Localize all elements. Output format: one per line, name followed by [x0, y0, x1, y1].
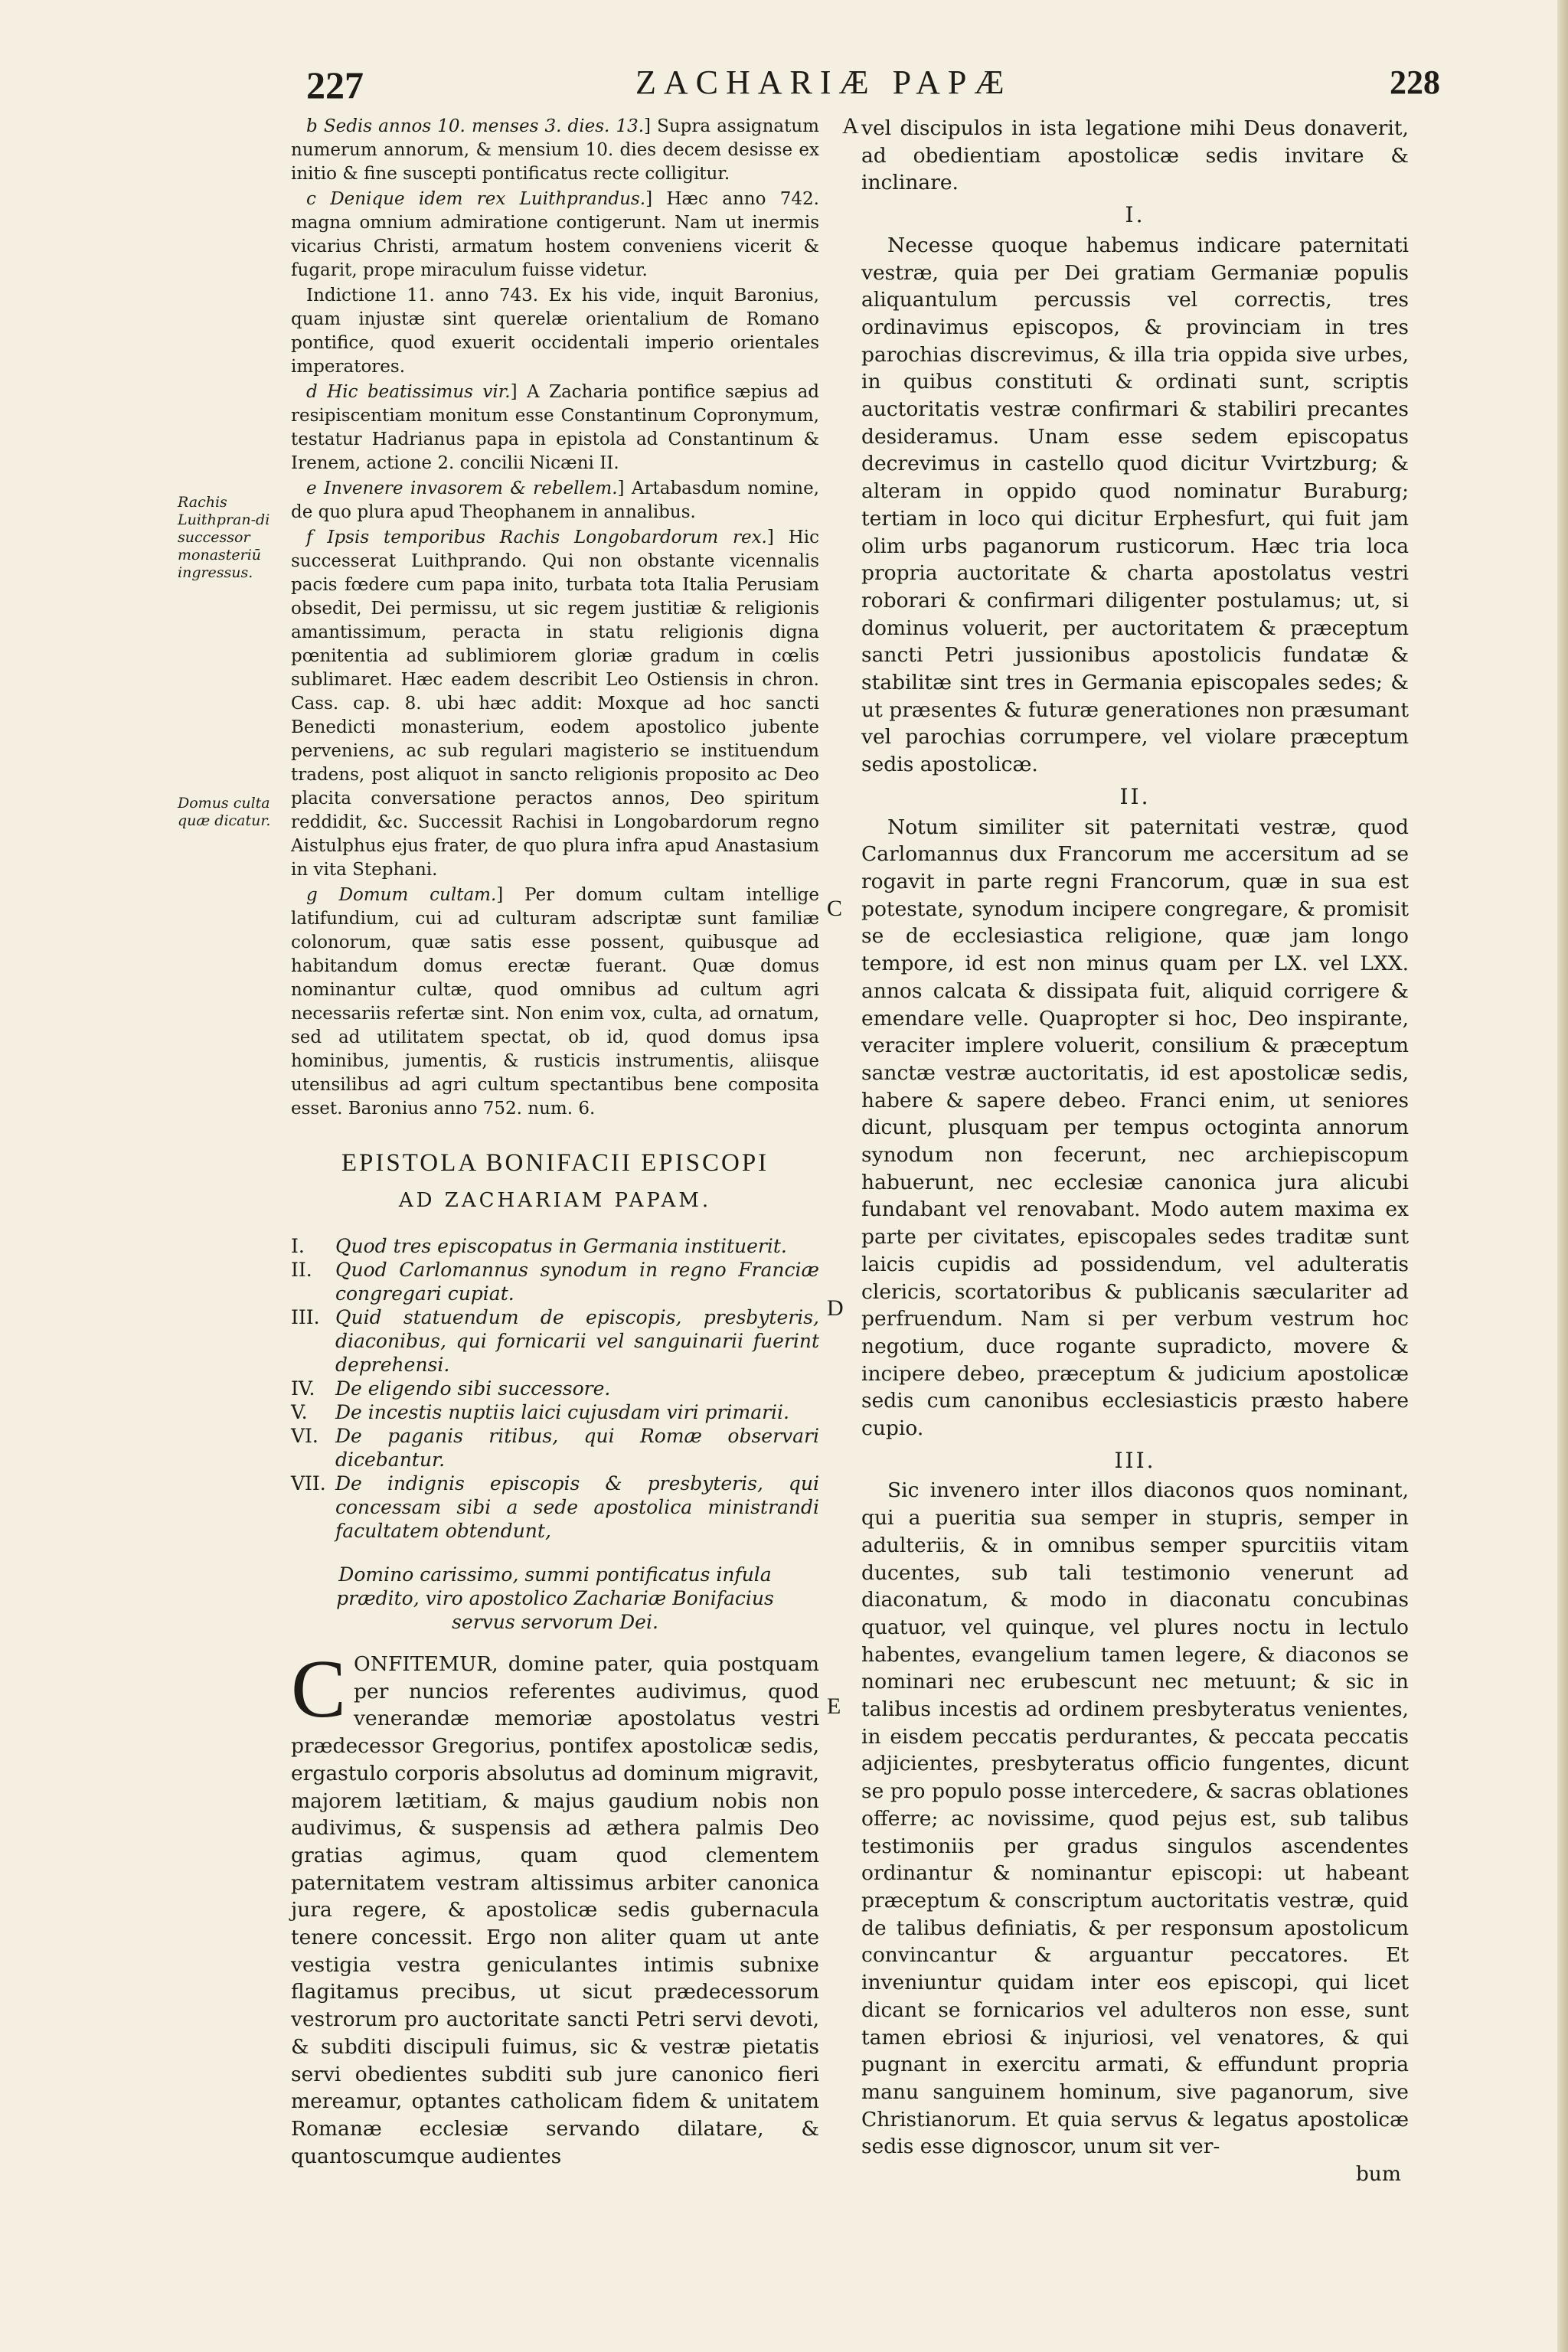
epistle-title: EPISTOLA BONIFACII EPISCOPI [341, 1149, 769, 1177]
note-lemma: f Ipsis temporibus Rachis Longobardorum rex. [306, 528, 767, 547]
catchword: bum [1355, 2162, 1401, 2187]
note-text: ] Per domum cultam intellige latifundium, cui ad culturam adscriptæ sunt familiæ colonorum, quæ satis esse possent, quibusque ad habitandum domus erectæ fuerant. Quæ domus nominantur cultæ, quod omnibus ad cultum agri necessariis refertæ sint. Non enim vox, culta, ad ornatum, sed ad utilitatem spectat, ob id, quod domus ipsa hominibus, jumentis, & rusticis instrumentis, aliisque utensilibus ad agri cultum spectantibus bene composita esset. Baronius anno 752. num. 6. [291, 885, 819, 1119]
contents-number: III. [291, 1306, 320, 1328]
margin-note-domus-culta: Domus culta quæ dicatur. [178, 795, 271, 829]
note-f [291, 526, 819, 882]
note-lemma: g Domum cultam. [306, 885, 497, 905]
contents-item [291, 1305, 819, 1377]
contents-text: De incestis nuptiis laici cujusdam viri primarii. [335, 1401, 789, 1423]
section-letter-d: D [827, 1295, 844, 1321]
contents-number: I. [291, 1235, 305, 1257]
contents-item [291, 1234, 819, 1258]
note-lemma: b Sedis annos 10. menses 3. dies. 13. [306, 116, 645, 136]
note-text: ] Hic successerat Luithprando. Qui non obstante vicennalis pacis fœdere cum papa inito, turbata tota Italia Perusiam obsedit, Dei permissu, ut sic regem justitiæ & religionis amantissimum, peracta in statu religionis digna pœnitentia ad sublimiorem gloriæ gradum in cœlis sublimaret. Hæc eadem describit Leo Ostiensis in chron. Cass. cap. 8. ubi hæc addit: Moxque ad hoc sancti Benedicti monasterium, eodem apostolico jubente perveniens, ac sub regulari magisterio se instituendum tradens, post aliquot in sancto religionis proposito ac Deo placita conversatione peractos annos, Deo spiritum reddidit, &c. Successit Rachisi in Longobardorum regno Aistulphus ejus frater, de quo plura infra apud Anastasium in vita Stephani. [291, 528, 819, 880]
note-b [291, 115, 819, 186]
contents-text: Quod tres episcopatus in Germania instituerit. [335, 1235, 787, 1257]
page-number-right: 228 [1390, 64, 1440, 101]
section-letter-c: C [827, 896, 843, 921]
running-title: ZACHARIÆ PAPÆ [635, 64, 1012, 101]
epistle-subtitle: AD ZACHARIAM PAPAM. [398, 1189, 712, 1212]
contents-text: De paganis ritibus, qui Romæ observari dicebantur. [335, 1425, 819, 1471]
note-lemma: e Invenere invasorem & rebellem. [306, 479, 618, 498]
section-text: Notum similiter sit paternitati vestræ, quod Carlomannus dux Francorum me accersitum ad se rogavit in parte regni Francorum, quæ in sua est potestate, synodum incipere congregare, & promisit se de ecclesiastica religione, quæ jam longo tempore, id est non minus quam per LX. vel LXX. annos calcata & dissipata fuit, aliquid corrigere & emendare velle. Quapropter si hoc, Deo inspirante, veraciter implere voluerit, consilium & præceptum sanctæ vestræ auctoritatis, id est apostolicæ sedis, habere & sapere debeo. Franci enim, ut seniores dicunt, plusquam per tempus octoginta annorum synodum non fecerunt, nec archiepiscopum habuerunt, nec ecclesiæ canonica jura alicubi fundabant vel renovabant. Modo autem maxima ex parte per civitates, episcopales sedes traditæ sunt laicis cupidis ad possidendum, vel adulteratis clericis, scortatoribus & publicanis sæculariter ad perfruendum. Nam si per verbum vestrum hoc negotium, duce rogante supradicto, movere & incipere debeo, præceptum & judicium apostolicæ sedis cum canonibus ecclesiasticis præsto habere cupio. [861, 815, 1409, 1441]
contents-number: VII. [291, 1472, 326, 1494]
contents-number: II. [291, 1259, 312, 1281]
contents-item [291, 1472, 819, 1543]
contents-number: V. [291, 1401, 308, 1423]
note-d [291, 381, 819, 475]
margin-note-rachis: Rachis Luithpran-di successor monasteriū ingressus. [178, 494, 270, 581]
notes-block [291, 115, 819, 1121]
page-number-left: 227 [306, 64, 364, 106]
contents-text: Quid statuendum de episcopis, presbyteris, diaconibus, qui fornicarii vel sanguinarii fuerint deprehensi. [335, 1306, 819, 1376]
contents-text: De eligendo sibi successore. [335, 1377, 611, 1400]
note-g [291, 884, 819, 1121]
note-text: ] Supra assignatum numerum annorum, & mensium 10. dies decem desisse ex initio & fine suscepti pontificatus recte colligitur. [291, 116, 819, 184]
section-heading: I. [1125, 202, 1145, 228]
note-text: ] Artabasdum nomine, de quo plura apud Theophanem in annalibus. [291, 479, 819, 522]
contents-item [291, 1424, 819, 1472]
note-text: ] A Zacharia pontifice sæpius ad resipiscentiam monitum esse Constantinum Copronymum, testatur Hadrianus papa in epistola ad Constantinum & Irenem, actione 2. concilii Nicæni II. [291, 382, 819, 473]
section-text: Necesse quoque habemus indicare paternitati vestræ, quia per Dei gratiam Germaniæ populis aliquantulum percussis vel correctis, tres ordinavimus episcopos, & provinciam in tres parochias discrevimus, & illa tria oppida sive urbes, in quibus constituti & ordinati sunt, scriptis auctoritatis vestræ confirmari & stabiliri precantes desideramus. Unam esse sedem episcopatus decrevimus in castello quod dicitur Vvirtzburg; & alteram in oppido quod nominatur Buraburg; tertiam in loco qui dicitur Erphesfurt, qui fuit jam olim urbs paganorum rusticorum. Hæc tria loca propria auctoritate & charta apostolatus vestri roborari & confirmari diligenter postulamus; ut, si dominus voluerit, per auctoritatem & præceptum sancti Petri jussionibus apostolicis fundatæ & stabilitæ sint tres in Germania episcopales sedes; & ut præsentes & futuræ generationes non præsumant vel parochias corrumpere, vel violare præceptum sedis apostolicæ. [861, 233, 1409, 777]
contents-item [291, 1400, 819, 1424]
section-letter-a: A [842, 113, 859, 139]
opening-text: ONFITEMUR, domine pater, quia postquam per nuncios referentes audivimus, quod venerandæ memoriæ apostolatus vestri prædecessor Gregorius, pontifex apostolicæ sedis, ergastulo corporis absolutus ad dominum migravit, majorem lætitiam, & majus gaudium nobis non audivimus, & suspensis ad æthera palmis Deo gratias agimus, quam quod clementem paternitatem vestram altissimus arbiter canonica jura regere, & apostolicæ sedis gubernacula tenere concessit. Ergo non aliter quam ut ante vestigia vestra geniculantes intimis subnixe flagitamus precibus, ut sicut prædecessorum vestrorum pro auctoritate sancti Petri servi devoti, & subditi discipuli fuimus, sic & vestræ pietatis servi obedientes subditi sub jure canonico fieri mereamur, optantes catholicam fidem & unitatem Romanæ ecclesiæ servando dilatare, & quantoscumque audientes [291, 1652, 819, 2168]
contents-number: IV. [291, 1377, 315, 1400]
facing-page-edge [1557, 0, 1568, 2352]
contents-text: Quod Carlomannus synodum in regno Franciæ congregari cupiat. [335, 1259, 819, 1305]
section-heading: II. [1119, 783, 1151, 809]
contents-text: De indignis episcopis & presbyteris, qui concessam sibi a sede apostolica ministrandi facultatem obtendunt, [335, 1472, 819, 1542]
note-text: ] Hæc anno 742. magna omnium admiratione contigerunt. Nam ut inermis vicarius Christi, armatum hostem conveniens vicerit & fugarit, prope miraculum fuisse videtur. [291, 189, 819, 280]
continuation-text: vel discipulos in ista legatione mihi Deus donaverit, ad obedientiam apostolicæ sedis invitare & inclinare. [861, 116, 1409, 195]
section-text: Sic invenero inter illos diaconos quos nominant, qui a pueritia sua semper in stupris, semper in adulteriis, & in omnibus semper spurcitiis vitam ducentes, sub tali testimonio venerunt ad diaconatum, & modo in diaconatu concubinas quatuor, vel quinque, vel plures noctu in lectulo habentes, evangelium tamen legere, & diaconos se nominari nec erubescunt nec metuunt; & sic in talibus incestis ad ordinem presbyteratus venientes, in eisdem peccatis perdurantes, & peccata peccatis adjicientes, presbyteratus officio fungentes, dicunt se pro populo posse intercedere, & sacras oblationes offerre; ac novissime, quod pejus est, sub talibus testimoniis per gradus singulos ascendentes ordinantur & nominantur episcopi: ut habeant præceptum & conscriptum auctoritatis vestræ, quid de talibus definiatis, & per responsum apostolicum convincantur & arguantur peccatores. Et inveniuntur quidam inter eos episcopi, qui licet dicant se fornicarios vel adulteros non esse, sunt tamen ebriosi & injuriosi, vel venatores, & qui pugnant in exercitu armati, & effundunt propria manu sanguinem hominum, sive paganorum, sive Christianorum. Et quia servus & legatus apostolicæ sedis esse dignoscor, unum sit ver- [861, 1478, 1409, 2159]
note-lemma: c Denique idem rex Luithprandus. [306, 189, 646, 209]
left-column [291, 115, 819, 2170]
section-letter-e: E [827, 1694, 841, 1719]
contents-item [291, 1377, 819, 1400]
contents-item [291, 1258, 819, 1305]
epistle-contents [291, 1234, 819, 1543]
right-column [861, 115, 1409, 2188]
epistle-opening [291, 1644, 819, 2170]
section-heading: III. [1114, 1447, 1156, 1473]
note-c [291, 188, 819, 283]
epistle-salutation: Domino carissimo, summi pontificatus infula prædito, viro apostolico Zachariæ Bonifacius servus servorum Dei. [336, 1563, 774, 1633]
contents-number: VI. [291, 1425, 318, 1447]
note-e [291, 477, 819, 524]
note-indictione [291, 284, 819, 379]
drop-capital: C [291, 1644, 347, 1735]
note-lemma: d Hic beatissimus vir. [306, 382, 511, 402]
note-text: Indictione 11. anno 743. Ex his vide, inquit Baronius, quam injustæ sint querelæ orientalium de Romano pontifice, quod exuerit occidentali imperio orientales imperatores. [291, 286, 819, 377]
